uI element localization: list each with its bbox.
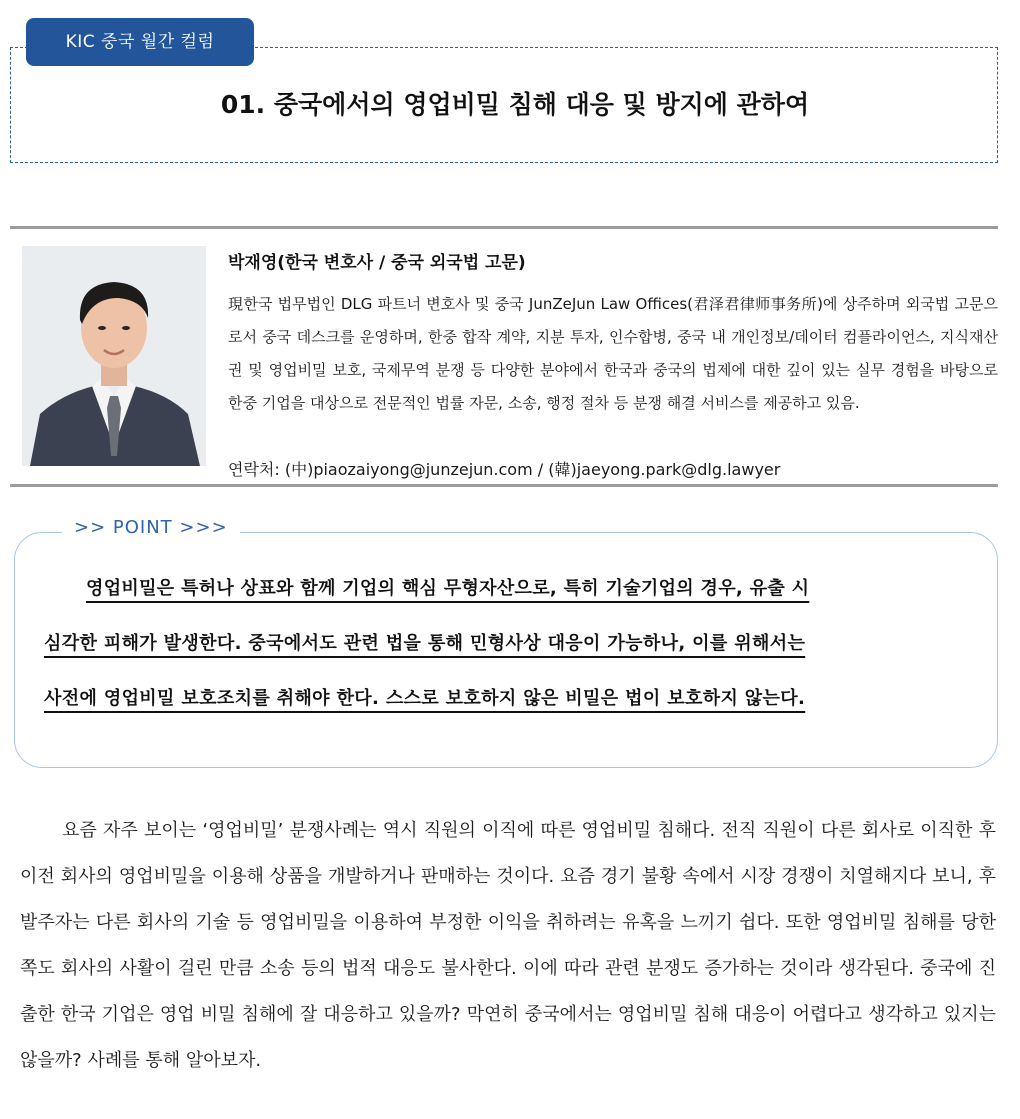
divider bbox=[10, 226, 998, 229]
divider bbox=[10, 484, 998, 487]
body-paragraph: 요즘 자주 보이는 ‘영업비밀’ 분쟁사례는 역시 직원의 이직에 따른 영업비밀 침해다. 전직 직원이 다른 회사로 이직한 후 이전 회사의 영업비밀을 이용해 상품을 개발하거나 판매하는 것이다. 요즘 경기 불황 속에서 시장 경쟁이 치열해지다 보니, 후발주자는 다른 회사의 기술 등 영업비밀을 이용하여 부정한 이익을 취하려는 유혹을 느끼기 쉽다. 또한 영업비밀 침해를 당한 쪽도 회사의 사활이 걸린 만큼 소송 등의 법적 대응도 불사한다. 이에 따라 관련 분쟁도 증가하는 것이라 생각된다. 중국에 진출한 한국 기업은 영업 비밀 침해에 잘 대응하고 있을까? 막연히 중국에서는 영업비밀 침해 대응이 어렵다고 생각하고 있지는 않을까? 사례를 통해 알아보자. bbox=[20, 820, 996, 1071]
author-photo bbox=[22, 246, 206, 466]
point-line: 사전에 영업비밀 보호조치를 취해야 한다. 스스로 보호하지 않은 비밀은 법이 보호하지 않는다. bbox=[44, 688, 806, 709]
point-line: 영업비밀은 특허나 상표와 함께 기업의 핵심 무형자산으로, 특히 기술기업의 경우, 유출 시 bbox=[86, 578, 810, 599]
author-bio: 現한국 법무법인 DLG 파트너 변호사 및 중국 JunZeJun Law Offices(君泽君律师事务所)에 상주하며 외국법 고문으로서 중국 데스크를 운영하며, 한중 합작 계약, 지분 투자, 인수합병, 중국 내 개인정보/데이터 컴플라이언스, 지식재산권 및 영업비밀 보호, 국제무역 분쟁 등 다양한 분야에서 한국과 중국의 법제에 대한 깊이 있는 실무 경험을 바탕으로 한중 기업을 대상으로 전문적인 법률 자문, 소송, 행정 절차 등 분쟁 해결 서비스를 제공하고 있음. bbox=[228, 295, 998, 412]
author-contact: 연락처: (中)piaozaiyong@junzejun.com / (韓)jaeyong.park@dlg.lawyer bbox=[228, 460, 781, 479]
author-name: 박재영(한국 변호사 / 중국 외국법 고문) bbox=[228, 253, 526, 273]
point-line: 심각한 피해가 발생한다. 중국에서도 관련 법을 통해 민형사상 대응이 가능하나, 이를 위해서는 bbox=[44, 633, 806, 654]
point-label: >> POINT >>> bbox=[62, 517, 240, 538]
page-title: 01. 중국에서의 영업비밀 침해 대응 및 방지에 관하여 bbox=[220, 90, 810, 119]
column-tag: KIC 중국 월간 컬럼 bbox=[26, 18, 254, 66]
